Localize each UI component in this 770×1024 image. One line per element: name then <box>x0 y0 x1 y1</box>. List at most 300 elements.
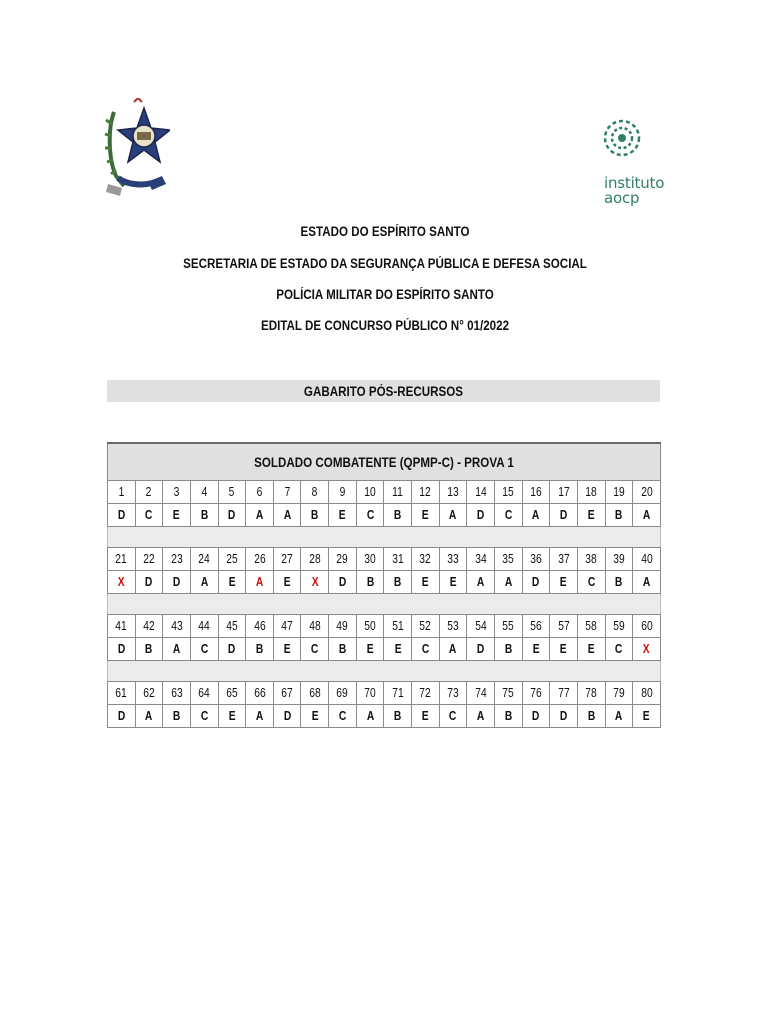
question-number-text: 50 <box>364 619 376 633</box>
question-number <box>439 548 467 571</box>
answer-text: C <box>504 508 512 522</box>
question-number-text: 74 <box>474 686 487 700</box>
question-number <box>550 615 578 638</box>
answer-cell-changed <box>246 571 274 594</box>
answer-text: E <box>449 575 457 589</box>
question-number-text: 52 <box>419 619 432 633</box>
answer-text: B <box>394 575 402 589</box>
question-number <box>356 548 384 571</box>
answer-cell <box>384 571 412 594</box>
answer-text: C <box>338 709 347 723</box>
question-number <box>218 615 246 638</box>
answer-cell <box>577 504 605 527</box>
question-number <box>301 615 329 638</box>
question-number-text: 32 <box>419 552 432 566</box>
state-coat-of-arms-icon <box>104 98 170 208</box>
answer-cell <box>301 638 329 661</box>
question-number-text: 46 <box>253 619 266 633</box>
question-number-text: 27 <box>281 552 293 566</box>
answer-text: X <box>117 575 125 589</box>
question-number <box>412 682 440 705</box>
question-number-text: 3 <box>173 485 180 499</box>
question-number <box>605 615 633 638</box>
question-number-text: 76 <box>530 686 542 700</box>
header-secretariat: SECRETARIA DE ESTADO DA SEGURANÇA PÚBLICA E DEFESA SOCIAL <box>183 256 587 271</box>
question-number <box>218 548 246 571</box>
question-number <box>522 548 550 571</box>
answer-text: C <box>366 508 374 522</box>
answer-text: D <box>283 709 291 723</box>
question-number-text: 19 <box>613 485 625 499</box>
answer-text: B <box>200 508 208 522</box>
question-number <box>439 481 467 504</box>
separator-cell <box>108 594 661 615</box>
answer-cell <box>273 571 301 594</box>
question-number <box>246 615 274 638</box>
aocp-mark-icon <box>602 116 642 162</box>
answer-text: B <box>172 709 181 723</box>
question-number-text: 5 <box>229 485 235 499</box>
answer-cell <box>190 571 218 594</box>
question-number <box>550 548 578 571</box>
answer-text: E <box>587 642 595 656</box>
question-number-text: 4 <box>201 485 208 499</box>
answer-text: A <box>449 508 457 522</box>
question-number-text: 29 <box>336 552 349 566</box>
answer-text: E <box>228 709 236 723</box>
question-number <box>550 682 578 705</box>
question-number <box>494 548 522 571</box>
answer-cell <box>633 705 661 728</box>
answer-text: A <box>255 709 264 723</box>
answer-cell <box>467 638 495 661</box>
answer-cell <box>301 705 329 728</box>
answer-text: D <box>532 575 540 589</box>
answer-text: E <box>228 575 236 589</box>
header-state: ESTADO DO ESPÍRITO SANTO <box>300 224 470 239</box>
answer-cell <box>329 571 357 594</box>
question-number-text: 63 <box>170 686 183 700</box>
table-title-text: SOLDADO COMBATENTE (QPMP-C) - PROVA 1 <box>254 454 514 470</box>
answer-cell <box>356 638 384 661</box>
question-number <box>577 682 605 705</box>
question-number-text: 31 <box>392 552 404 566</box>
answer-text: D <box>145 575 153 589</box>
answer-cell <box>467 504 495 527</box>
answer-cell <box>163 571 191 594</box>
answer-text: D <box>117 642 126 656</box>
answer-text: B <box>615 508 623 522</box>
answer-cell <box>273 504 301 527</box>
question-number <box>467 615 495 638</box>
question-number-text: 9 <box>339 485 346 499</box>
question-number <box>163 548 191 571</box>
question-number <box>494 682 522 705</box>
question-number <box>494 615 522 638</box>
separator-cell <box>108 527 661 548</box>
question-number <box>163 615 191 638</box>
answer-text: B <box>587 709 595 723</box>
question-number-text: 68 <box>309 686 321 700</box>
answer-cell <box>135 504 163 527</box>
question-number <box>190 548 218 571</box>
answer-text: C <box>145 508 153 522</box>
question-number-text: 37 <box>557 552 570 566</box>
question-number-text: 18 <box>585 485 597 499</box>
answer-text: A <box>283 508 291 522</box>
question-number-text: 7 <box>284 485 291 499</box>
question-number <box>301 481 329 504</box>
question-number <box>273 548 301 571</box>
question-number <box>135 548 163 571</box>
answer-cell <box>550 571 578 594</box>
question-number-text: 71 <box>392 686 404 700</box>
question-number-text: 6 <box>256 485 263 499</box>
question-number-text: 80 <box>640 686 653 700</box>
answer-text: D <box>532 709 540 723</box>
question-number-text: 1 <box>118 485 125 499</box>
question-number-text: 55 <box>502 619 514 633</box>
answer-text: A <box>476 709 485 723</box>
question-number <box>163 682 191 705</box>
answer-text: B <box>366 575 374 589</box>
answer-text: E <box>560 642 567 656</box>
answer-text: C <box>200 709 208 723</box>
question-number-text: 70 <box>364 686 376 700</box>
question-number-text: 79 <box>613 686 625 700</box>
question-number <box>218 682 246 705</box>
answer-text: E <box>173 508 181 522</box>
question-number-text: 75 <box>502 686 514 700</box>
question-number <box>329 615 357 638</box>
question-number <box>633 548 661 571</box>
question-number-text: 57 <box>557 619 570 633</box>
question-number <box>633 682 661 705</box>
answer-cell <box>163 638 191 661</box>
question-number <box>246 682 274 705</box>
question-number-text: 47 <box>281 619 293 633</box>
question-number-text: 45 <box>226 619 238 633</box>
block-separator <box>108 527 661 548</box>
question-number-text: 56 <box>530 619 542 633</box>
question-number-text: 48 <box>309 619 321 633</box>
answer-text: B <box>255 642 264 656</box>
question-number-text: 25 <box>226 552 238 566</box>
block-separator <box>108 594 661 615</box>
answer-cell <box>384 638 412 661</box>
answer-cell <box>494 504 522 527</box>
question-number-text: 16 <box>530 485 542 499</box>
question-number-text: 49 <box>336 619 349 633</box>
question-number-text: 67 <box>281 686 293 700</box>
answer-cell <box>577 638 605 661</box>
question-number-text: 65 <box>226 686 238 700</box>
answer-text: E <box>283 642 291 656</box>
question-number <box>384 682 412 705</box>
answer-text: E <box>643 709 650 723</box>
question-number-text: 44 <box>198 619 210 633</box>
question-number-text: 64 <box>198 686 210 700</box>
answer-text: D <box>476 508 485 522</box>
instituto-aocp-logo <box>598 116 665 216</box>
answer-cell <box>439 705 467 728</box>
answer-text: B <box>394 508 402 522</box>
answer-text: A <box>172 642 181 656</box>
answer-cell <box>577 705 605 728</box>
answer-text: D <box>559 508 568 522</box>
question-number-text: 43 <box>170 619 183 633</box>
question-number-text: 38 <box>585 552 597 566</box>
question-number-text: 39 <box>613 552 625 566</box>
question-number-text: 10 <box>364 485 376 499</box>
question-number <box>412 548 440 571</box>
answer-text: A <box>504 575 512 589</box>
answer-cell <box>439 504 467 527</box>
answer-text: B <box>338 642 347 656</box>
question-number-text: 12 <box>419 485 432 499</box>
answer-cell-changed <box>108 571 136 594</box>
question-number <box>135 481 163 504</box>
answer-cell <box>494 571 522 594</box>
question-number-text: 26 <box>253 552 266 566</box>
answer-cell <box>135 571 163 594</box>
question-number-text: 58 <box>585 619 597 633</box>
answer-text: B <box>504 642 512 656</box>
answer-cell <box>494 705 522 728</box>
answer-cell <box>246 705 274 728</box>
question-number-row <box>108 682 661 705</box>
answer-cell <box>329 705 357 728</box>
question-number <box>190 682 218 705</box>
answer-text: A <box>642 508 651 522</box>
answer-text: C <box>421 642 430 656</box>
answer-cell <box>356 504 384 527</box>
answer-text: A <box>532 508 540 522</box>
answer-cell <box>218 638 246 661</box>
question-number-row <box>108 548 661 571</box>
answer-text: C <box>615 642 623 656</box>
answer-cell <box>246 504 274 527</box>
question-number-text: 24 <box>198 552 210 566</box>
question-number-text: 36 <box>530 552 542 566</box>
answer-cell <box>522 705 550 728</box>
answer-cell <box>108 638 136 661</box>
answer-cell <box>190 705 218 728</box>
question-number <box>301 548 329 571</box>
question-number <box>108 615 136 638</box>
answer-text: E <box>421 709 429 723</box>
logo-line-2: aocp <box>604 189 640 207</box>
question-number <box>190 481 218 504</box>
question-number-text: 62 <box>143 686 155 700</box>
answer-cell <box>246 638 274 661</box>
question-number <box>605 548 633 571</box>
answer-cell-changed <box>633 638 661 661</box>
question-number-text: 11 <box>392 485 404 499</box>
answer-text: A <box>200 575 208 589</box>
answer-text: B <box>394 709 402 723</box>
answer-text: D <box>172 575 181 589</box>
question-number <box>605 481 633 504</box>
answer-text: C <box>449 709 457 723</box>
question-number <box>301 682 329 705</box>
answer-cell <box>467 705 495 728</box>
answer-text: D <box>228 508 236 522</box>
question-number-text: 60 <box>640 619 653 633</box>
answer-text: E <box>421 508 429 522</box>
answer-text: D <box>338 575 347 589</box>
question-number-text: 13 <box>447 485 459 499</box>
question-number <box>135 682 163 705</box>
section-title-bar <box>107 380 660 402</box>
answer-text: A <box>145 709 153 723</box>
question-number <box>550 481 578 504</box>
answer-cell <box>135 638 163 661</box>
answer-cell <box>522 571 550 594</box>
answer-cell <box>273 638 301 661</box>
answer-text: C <box>200 642 208 656</box>
question-number <box>273 481 301 504</box>
answer-text: B <box>504 709 512 723</box>
question-number <box>329 481 357 504</box>
question-number <box>605 682 633 705</box>
answer-text: C <box>587 575 595 589</box>
question-number-text: 77 <box>557 686 570 700</box>
question-number-text: 21 <box>115 552 128 566</box>
question-number <box>384 481 412 504</box>
answer-cell-changed <box>301 571 329 594</box>
answer-cell <box>329 504 357 527</box>
answer-cell <box>467 571 495 594</box>
header-police: POLÍCIA MILITAR DO ESPÍRITO SANTO <box>276 287 494 302</box>
question-number <box>108 548 136 571</box>
question-number <box>218 481 246 504</box>
question-number-text: 51 <box>392 619 404 633</box>
answer-cell <box>605 638 633 661</box>
question-number-text: 72 <box>419 686 432 700</box>
question-number <box>633 481 661 504</box>
answer-cell <box>522 504 550 527</box>
question-number-text: 17 <box>557 485 570 499</box>
question-number <box>384 548 412 571</box>
answer-cell <box>412 638 440 661</box>
answer-cell <box>108 504 136 527</box>
question-number <box>246 548 274 571</box>
answer-cell <box>135 705 163 728</box>
question-number-text: 59 <box>613 619 625 633</box>
answer-text: E <box>532 642 540 656</box>
answer-cell <box>605 504 633 527</box>
answer-text: A <box>255 508 264 522</box>
question-number-row <box>108 615 661 638</box>
answer-cell <box>550 638 578 661</box>
question-number <box>467 682 495 705</box>
answer-text: A <box>615 709 623 723</box>
answer-text: E <box>394 642 402 656</box>
answer-text: D <box>559 709 568 723</box>
answer-row <box>108 504 661 527</box>
question-number <box>467 548 495 571</box>
answer-cell <box>633 571 661 594</box>
answer-row <box>108 571 661 594</box>
answer-cell <box>412 571 440 594</box>
answer-text: X <box>311 575 319 589</box>
answer-cell <box>550 504 578 527</box>
question-number <box>135 615 163 638</box>
answer-cell <box>439 638 467 661</box>
logo-line-1: instituto <box>604 174 665 192</box>
answer-text: B <box>145 642 153 656</box>
question-number <box>412 481 440 504</box>
question-number <box>412 615 440 638</box>
question-number-text: 22 <box>143 552 155 566</box>
question-number <box>273 615 301 638</box>
answer-cell <box>108 705 136 728</box>
answer-text: E <box>587 508 595 522</box>
answer-cell <box>163 705 191 728</box>
answer-text: D <box>117 709 126 723</box>
question-number-text: 34 <box>474 552 487 566</box>
answer-text: E <box>311 709 319 723</box>
question-number-text: 66 <box>253 686 266 700</box>
table-title <box>108 443 661 481</box>
question-number-text: 28 <box>309 552 321 566</box>
answer-cell <box>633 504 661 527</box>
question-number <box>329 548 357 571</box>
question-number <box>108 682 136 705</box>
question-number-text: 33 <box>447 552 459 566</box>
question-number <box>246 481 274 504</box>
question-number-text: 41 <box>115 619 128 633</box>
question-number <box>494 481 522 504</box>
answer-cell <box>190 504 218 527</box>
answer-row <box>108 705 661 728</box>
answer-text: A <box>642 575 651 589</box>
question-number <box>522 682 550 705</box>
answer-cell <box>218 571 246 594</box>
answer-key-table <box>107 442 661 728</box>
answer-cell <box>301 504 329 527</box>
answer-text: A <box>476 575 485 589</box>
answer-text: C <box>311 642 319 656</box>
question-number <box>467 481 495 504</box>
answer-cell <box>218 705 246 728</box>
question-number-text: 42 <box>143 619 155 633</box>
question-number-text: 61 <box>115 686 128 700</box>
question-number-text: 23 <box>170 552 183 566</box>
answer-text: A <box>449 642 457 656</box>
question-number-text: 14 <box>474 485 487 499</box>
answer-cell <box>412 705 440 728</box>
answer-cell <box>356 705 384 728</box>
answer-cell <box>522 638 550 661</box>
question-number <box>356 615 384 638</box>
answer-cell <box>190 638 218 661</box>
question-number-text: 8 <box>311 485 318 499</box>
answer-row <box>108 638 661 661</box>
answer-text: D <box>476 642 485 656</box>
answer-text: A <box>366 709 374 723</box>
question-number <box>577 481 605 504</box>
answer-cell <box>494 638 522 661</box>
question-number <box>439 682 467 705</box>
question-number <box>522 615 550 638</box>
answer-text: E <box>339 508 346 522</box>
answer-text: E <box>421 575 429 589</box>
question-number <box>522 481 550 504</box>
header-edital: EDITAL DE CONCURSO PÚBLICO N° 01/2022 <box>260 318 510 333</box>
question-number <box>633 615 661 638</box>
